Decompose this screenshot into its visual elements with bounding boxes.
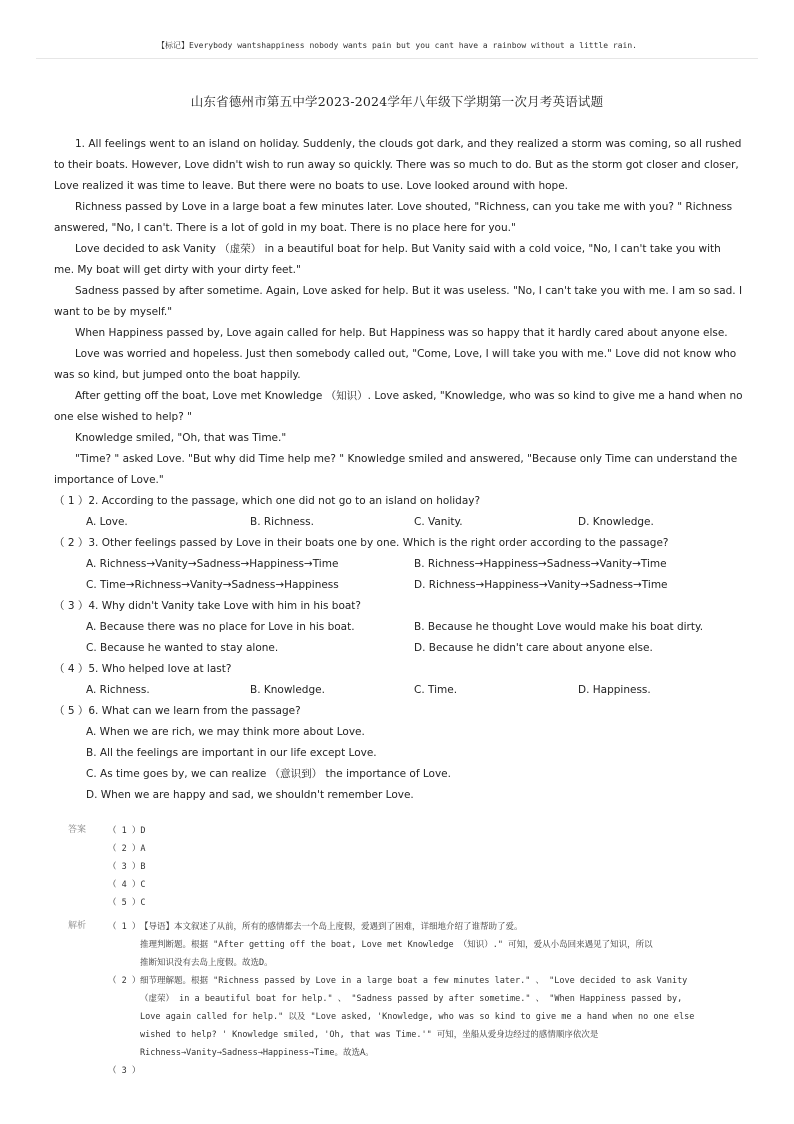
analysis-label: 解析 bbox=[68, 921, 87, 931]
analysis-item bbox=[108, 972, 748, 1062]
option: C. Time. bbox=[414, 684, 458, 696]
answer-label: 答案 bbox=[68, 825, 87, 835]
question-stem: （ 1 ）2. According to the passage, which one did not go to an island on holiday? bbox=[54, 495, 481, 507]
option: C. Because he wanted to stay alone. bbox=[86, 642, 279, 654]
question-stem: （ 3 ）4. Why didn't Vanity take Love with him in his boat? bbox=[54, 600, 361, 612]
option: A. Because there was no place for Love in his boat. bbox=[86, 621, 355, 633]
option: D. Because he didn't care about anyone else. bbox=[414, 642, 653, 654]
option: A. Richness. bbox=[86, 684, 150, 696]
analysis-line: 推理判断题。根据 "After getting off the boat, Love met Knowledge （知识）." 可知，爱从小岛回来遇见了知识，所以 bbox=[140, 940, 653, 950]
option: A. When we are rich, we may think more about Love. bbox=[86, 726, 365, 738]
answer-item: （ 3 ）B bbox=[108, 862, 146, 872]
answer-item: （ 2 ）A bbox=[108, 844, 146, 854]
question-stem: （ 4 ）5. Who helped love at last? bbox=[54, 663, 232, 675]
option: B. Richness→Happiness→Sadness→Vanity→Time bbox=[414, 558, 667, 570]
option: A. Richness→Vanity→Sadness→Happiness→Time bbox=[86, 558, 339, 570]
option: C. Vanity. bbox=[414, 516, 463, 528]
option-row bbox=[54, 512, 744, 533]
option: B. Because he thought Love would make his boat dirty. bbox=[414, 621, 704, 633]
answer-item: （ 5 ）C bbox=[108, 898, 146, 908]
passage-paragraph: Richness passed by Love in a large boat a few minutes later. Love shouted, "Richness, can you take me with you? " Richness answered, "No, I can't. There is a lot of gold in my boat. There is no place here for you." bbox=[54, 201, 733, 234]
analysis-line: Richness→Vanity→Sadness→Happiness→Time。故选A。 bbox=[140, 1048, 374, 1058]
option: C. Time→Richness→Vanity→Sadness→Happiness bbox=[86, 579, 339, 591]
analysis-number: （ 3 ） bbox=[108, 1066, 141, 1076]
option-row bbox=[54, 680, 744, 701]
option: B. Richness. bbox=[250, 516, 314, 528]
option-row bbox=[54, 575, 744, 596]
option: A. Love. bbox=[86, 516, 128, 528]
analysis-line: Love again called for help." 以及 "Love asked, 'Knowledge, who was so kind to give me a hand when no one else bbox=[140, 1012, 695, 1022]
passage-paragraph: After getting off the boat, Love met Knowledge （知识）. Love asked, "Knowledge, who was so kind to give me a hand when no one else wished to help? " bbox=[54, 390, 743, 423]
option-row bbox=[54, 617, 744, 638]
analysis-line: 推断知识没有去岛上度假。故选D。 bbox=[140, 958, 273, 968]
passage-paragraph: Love decided to ask Vanity （虚荣） in a beautiful boat for help. But Vanity said with a cold voice, "No, I can't take you with me. My boat will get dirty with your dirty feet." bbox=[54, 243, 721, 276]
passage-paragraph: 1. All feelings went to an island on holiday. Suddenly, the clouds got dark, and they realized a storm was coming, so all rushed to their boats. However, Love didn't wish to run away so quickly. There was so much to do. But as the storm got closer and closer, Love realized it was time to leave. But there were no boats to use. Love looked around with hope. bbox=[54, 138, 742, 192]
answer-item: （ 1 ）D bbox=[108, 826, 146, 836]
passage-paragraph: Love was worried and hopeless. Just then somebody called out, "Come, Love, I will take you with me." Love did not know who was so kind, but jumped onto the boat happily. bbox=[54, 348, 737, 381]
option: D. Knowledge. bbox=[578, 516, 654, 528]
header-note: 【标记】Everybody wantshappiness nobody wants pain but you cant have a rainbow without a little rain. bbox=[157, 41, 637, 50]
analysis-line: wished to help? ' Knowledge smiled, 'Oh, that was Time.'" 可知，坐船从爱身边经过的感情顺序依次是 bbox=[140, 1030, 599, 1040]
analysis-line: 【导语】本文叙述了从前，所有的感情都去一个岛上度假，爱遇到了困难，详细地介绍了谁帮助了爱。 bbox=[140, 922, 523, 932]
question-stem: （ 2 ）3. Other feelings passed by Love in their boats one by one. Which is the right order according to the passage? bbox=[54, 537, 669, 549]
passage-paragraph: Knowledge smiled, "Oh, that was Time." bbox=[75, 432, 287, 444]
document-title: 山东省德州市第五中学2023-2024学年八年级下学期第一次月考英语试题 bbox=[190, 94, 604, 109]
option: D. When we are happy and sad, we shouldn't remember Love. bbox=[86, 789, 414, 801]
option: D. Richness→Happiness→Vanity→Sadness→Time bbox=[414, 579, 668, 591]
answer-item: （ 4 ）C bbox=[108, 880, 146, 890]
analysis-number: （ 2 ） bbox=[108, 976, 141, 986]
option: D. Happiness. bbox=[578, 684, 651, 696]
answer-list bbox=[108, 822, 145, 912]
passage-paragraph: When Happiness passed by, Love again called for help. But Happiness was so happy that it hardly cared about anyone else. bbox=[75, 327, 728, 339]
analysis-line: （虚荣） in a beautiful boat for help." 、 "Sadness passed by after sometime." 、 "When Happiness passed by, bbox=[140, 994, 683, 1004]
question-body bbox=[54, 134, 744, 806]
analysis-number: （ 1 ） bbox=[108, 922, 141, 932]
analysis-line: 细节理解题。根据 "Richness passed by Love in a large boat a few minutes later." 、 "Love decided to ask Vanity bbox=[140, 976, 688, 986]
analysis-item bbox=[108, 918, 748, 972]
option-row bbox=[54, 554, 744, 575]
option: C. As time goes by, we can realize （意识到） the importance of Love. bbox=[86, 768, 451, 780]
option: B. Knowledge. bbox=[250, 684, 325, 696]
passage-paragraph: Sadness passed by after sometime. Again, Love asked for help. But it was useless. "No, I can't take you with me. I am so sad. I want to be by myself." bbox=[54, 285, 743, 318]
passage-paragraph: "Time? " asked Love. "But why did Time help me? " Knowledge smiled and answered, "Because only Time can understand the importance of Love." bbox=[54, 453, 738, 486]
header-divider bbox=[36, 58, 758, 59]
option: B. All the feelings are important in our life except Love. bbox=[86, 747, 377, 759]
question-stem: （ 5 ）6. What can we learn from the passage? bbox=[54, 705, 301, 717]
option-row bbox=[54, 638, 744, 659]
